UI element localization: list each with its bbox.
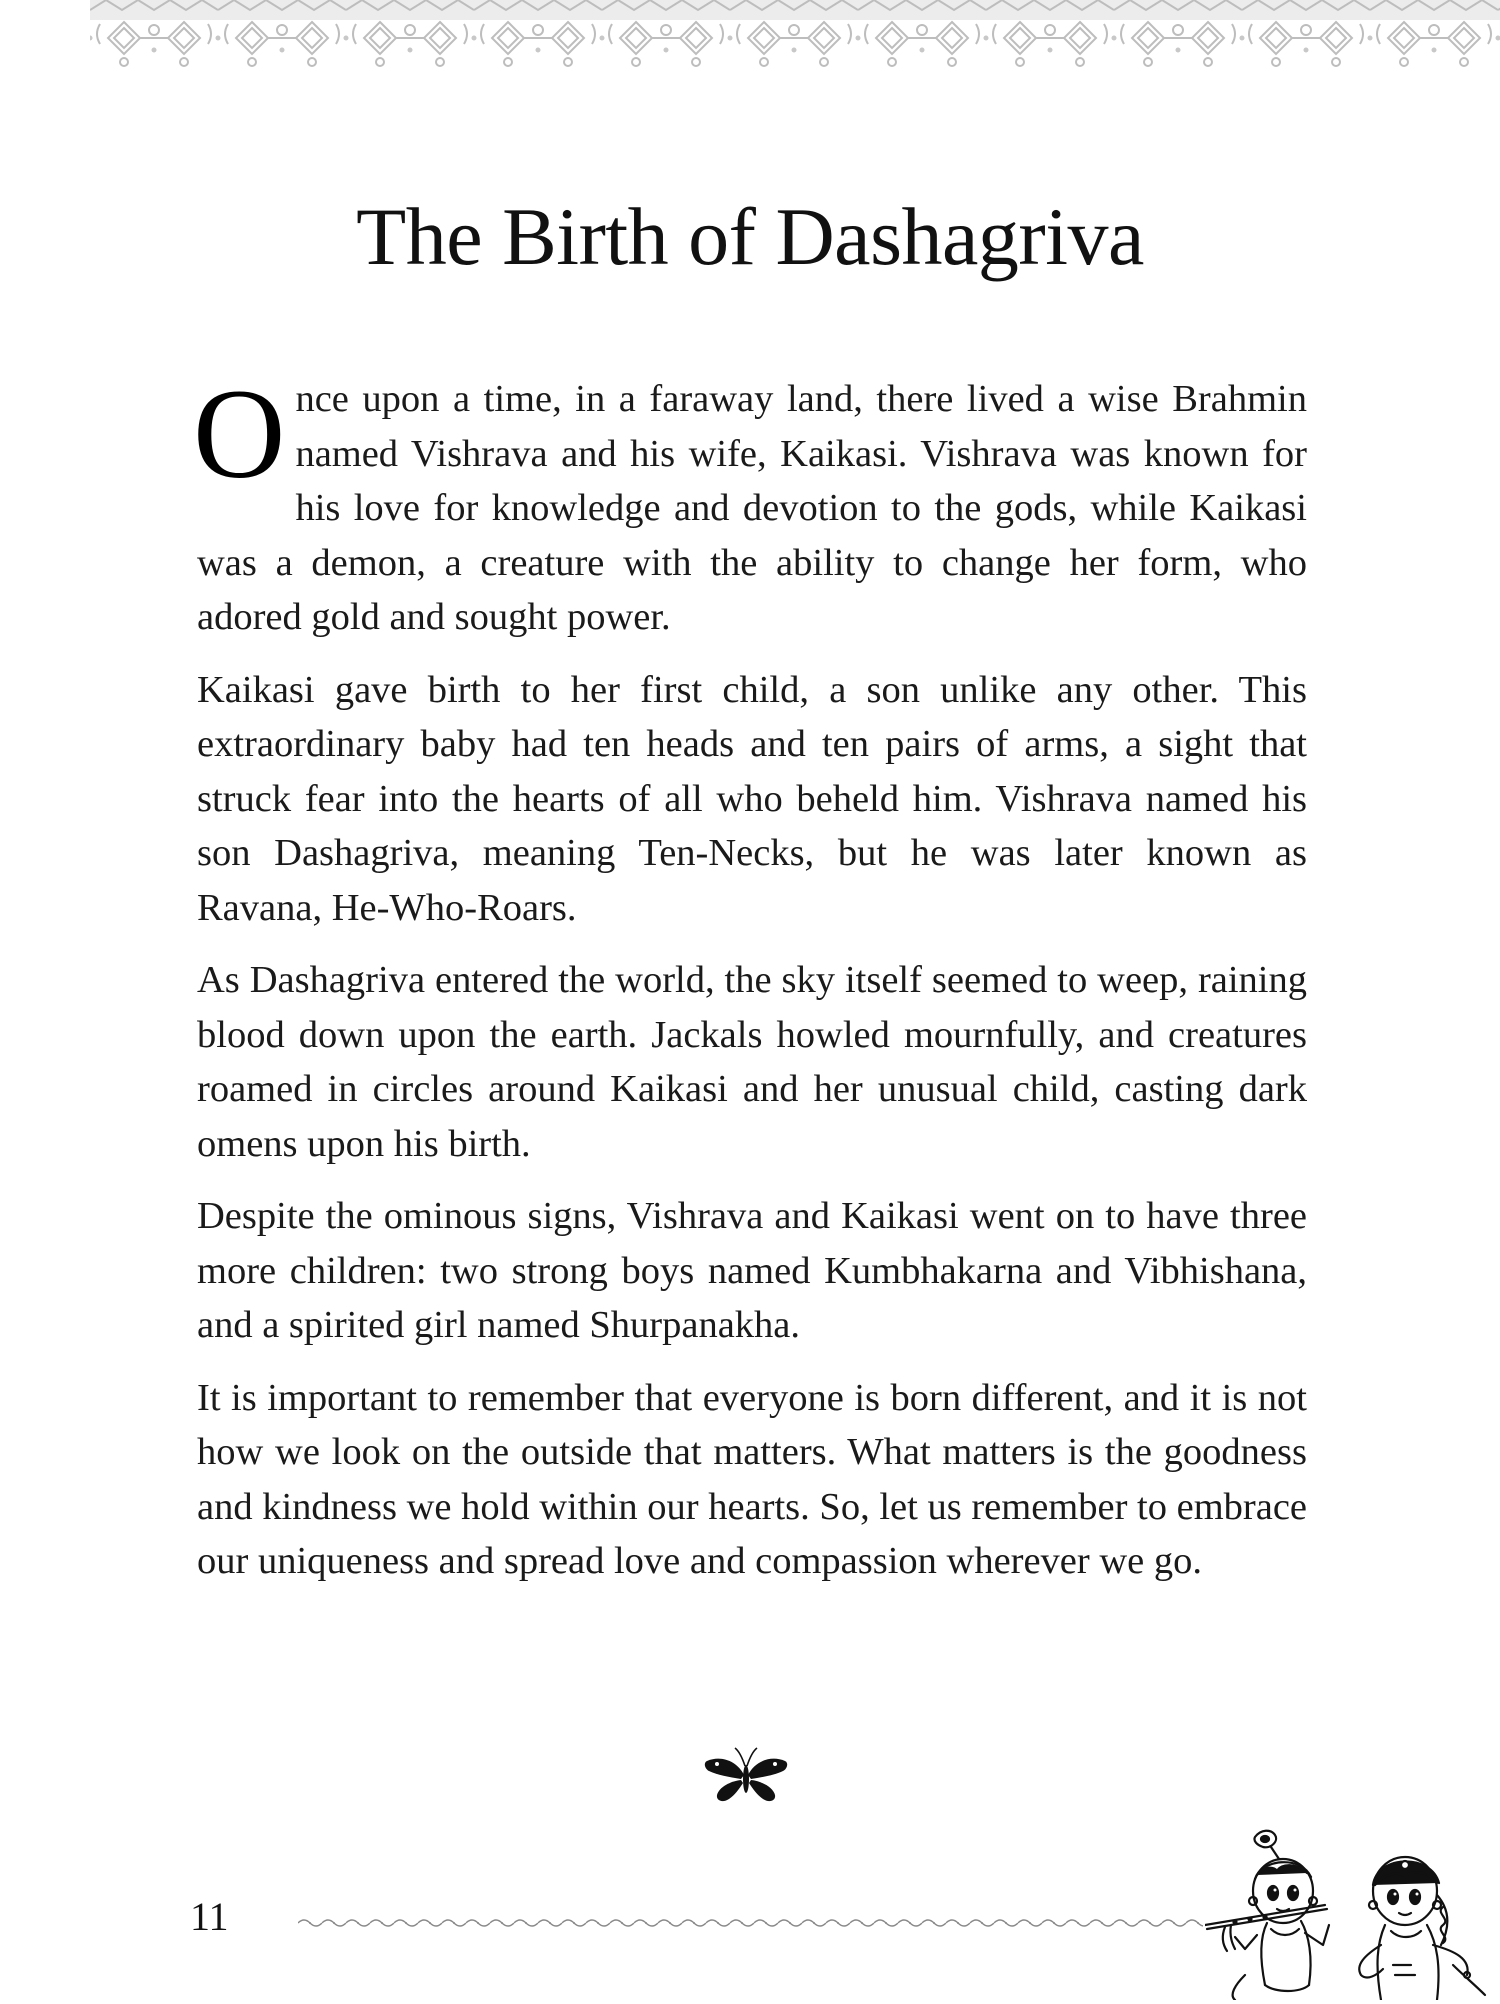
top-ornamental-border: [90, 0, 1500, 72]
story-paragraph: [193, 363, 1307, 645]
footer-ornamental-rule: [298, 1915, 1203, 1929]
butterfly-icon: [703, 1745, 789, 1807]
children-illustration: [1205, 1825, 1500, 2000]
page-title: The Birth of Dashagriva: [356, 191, 1144, 282]
drop-cap: O: [193, 363, 286, 505]
page-number: 11: [190, 1894, 229, 1939]
story-paragraph: Kaikasi gave birth to her first child, a son unlike any other. This extraordinary baby had ten heads and ten pairs of arms, a sight that struck fear into the hearts of all who beheld him. Vishrava named his son Dashagriva, meaning Ten-Necks, but he was later known as Ravana, He-Who-Roars.: [197, 668, 1307, 929]
story-paragraph: It is important to remember that everyone is born different, and it is not how we look on the outside that matters. What matters is the goodness and kindness we hold within our hearts. So, let us remember to embrace our uniqueness and spread love and compassion wherever we go.: [197, 1376, 1307, 1582]
paragraph-text: nce upon a time, in a faraway land, there lived a wise Brahmin named Vishrava and his wife, Kaikasi. Vishrava was known for his love for knowledge and devotion to the gods, while Kaikasi was a demon, a creature with the ability to change her form, who adored gold and sought power.: [197, 378, 1307, 638]
story-paragraph: As Dashagriva entered the world, the sky itself seemed to weep, raining blood down upon the earth. Jackals howled mournfully, and creatures roamed in circles around Kaikasi and her unusual child, casting dark omens upon his birth.: [197, 959, 1307, 1165]
story-paragraph: Despite the ominous signs, Vishrava and Kaikasi went on to have three more children: two strong boys named Kumbhakarna and Vibhishana, and a spirited girl named Shurpanakha.: [197, 1195, 1307, 1346]
story-body: [193, 363, 1307, 1607]
